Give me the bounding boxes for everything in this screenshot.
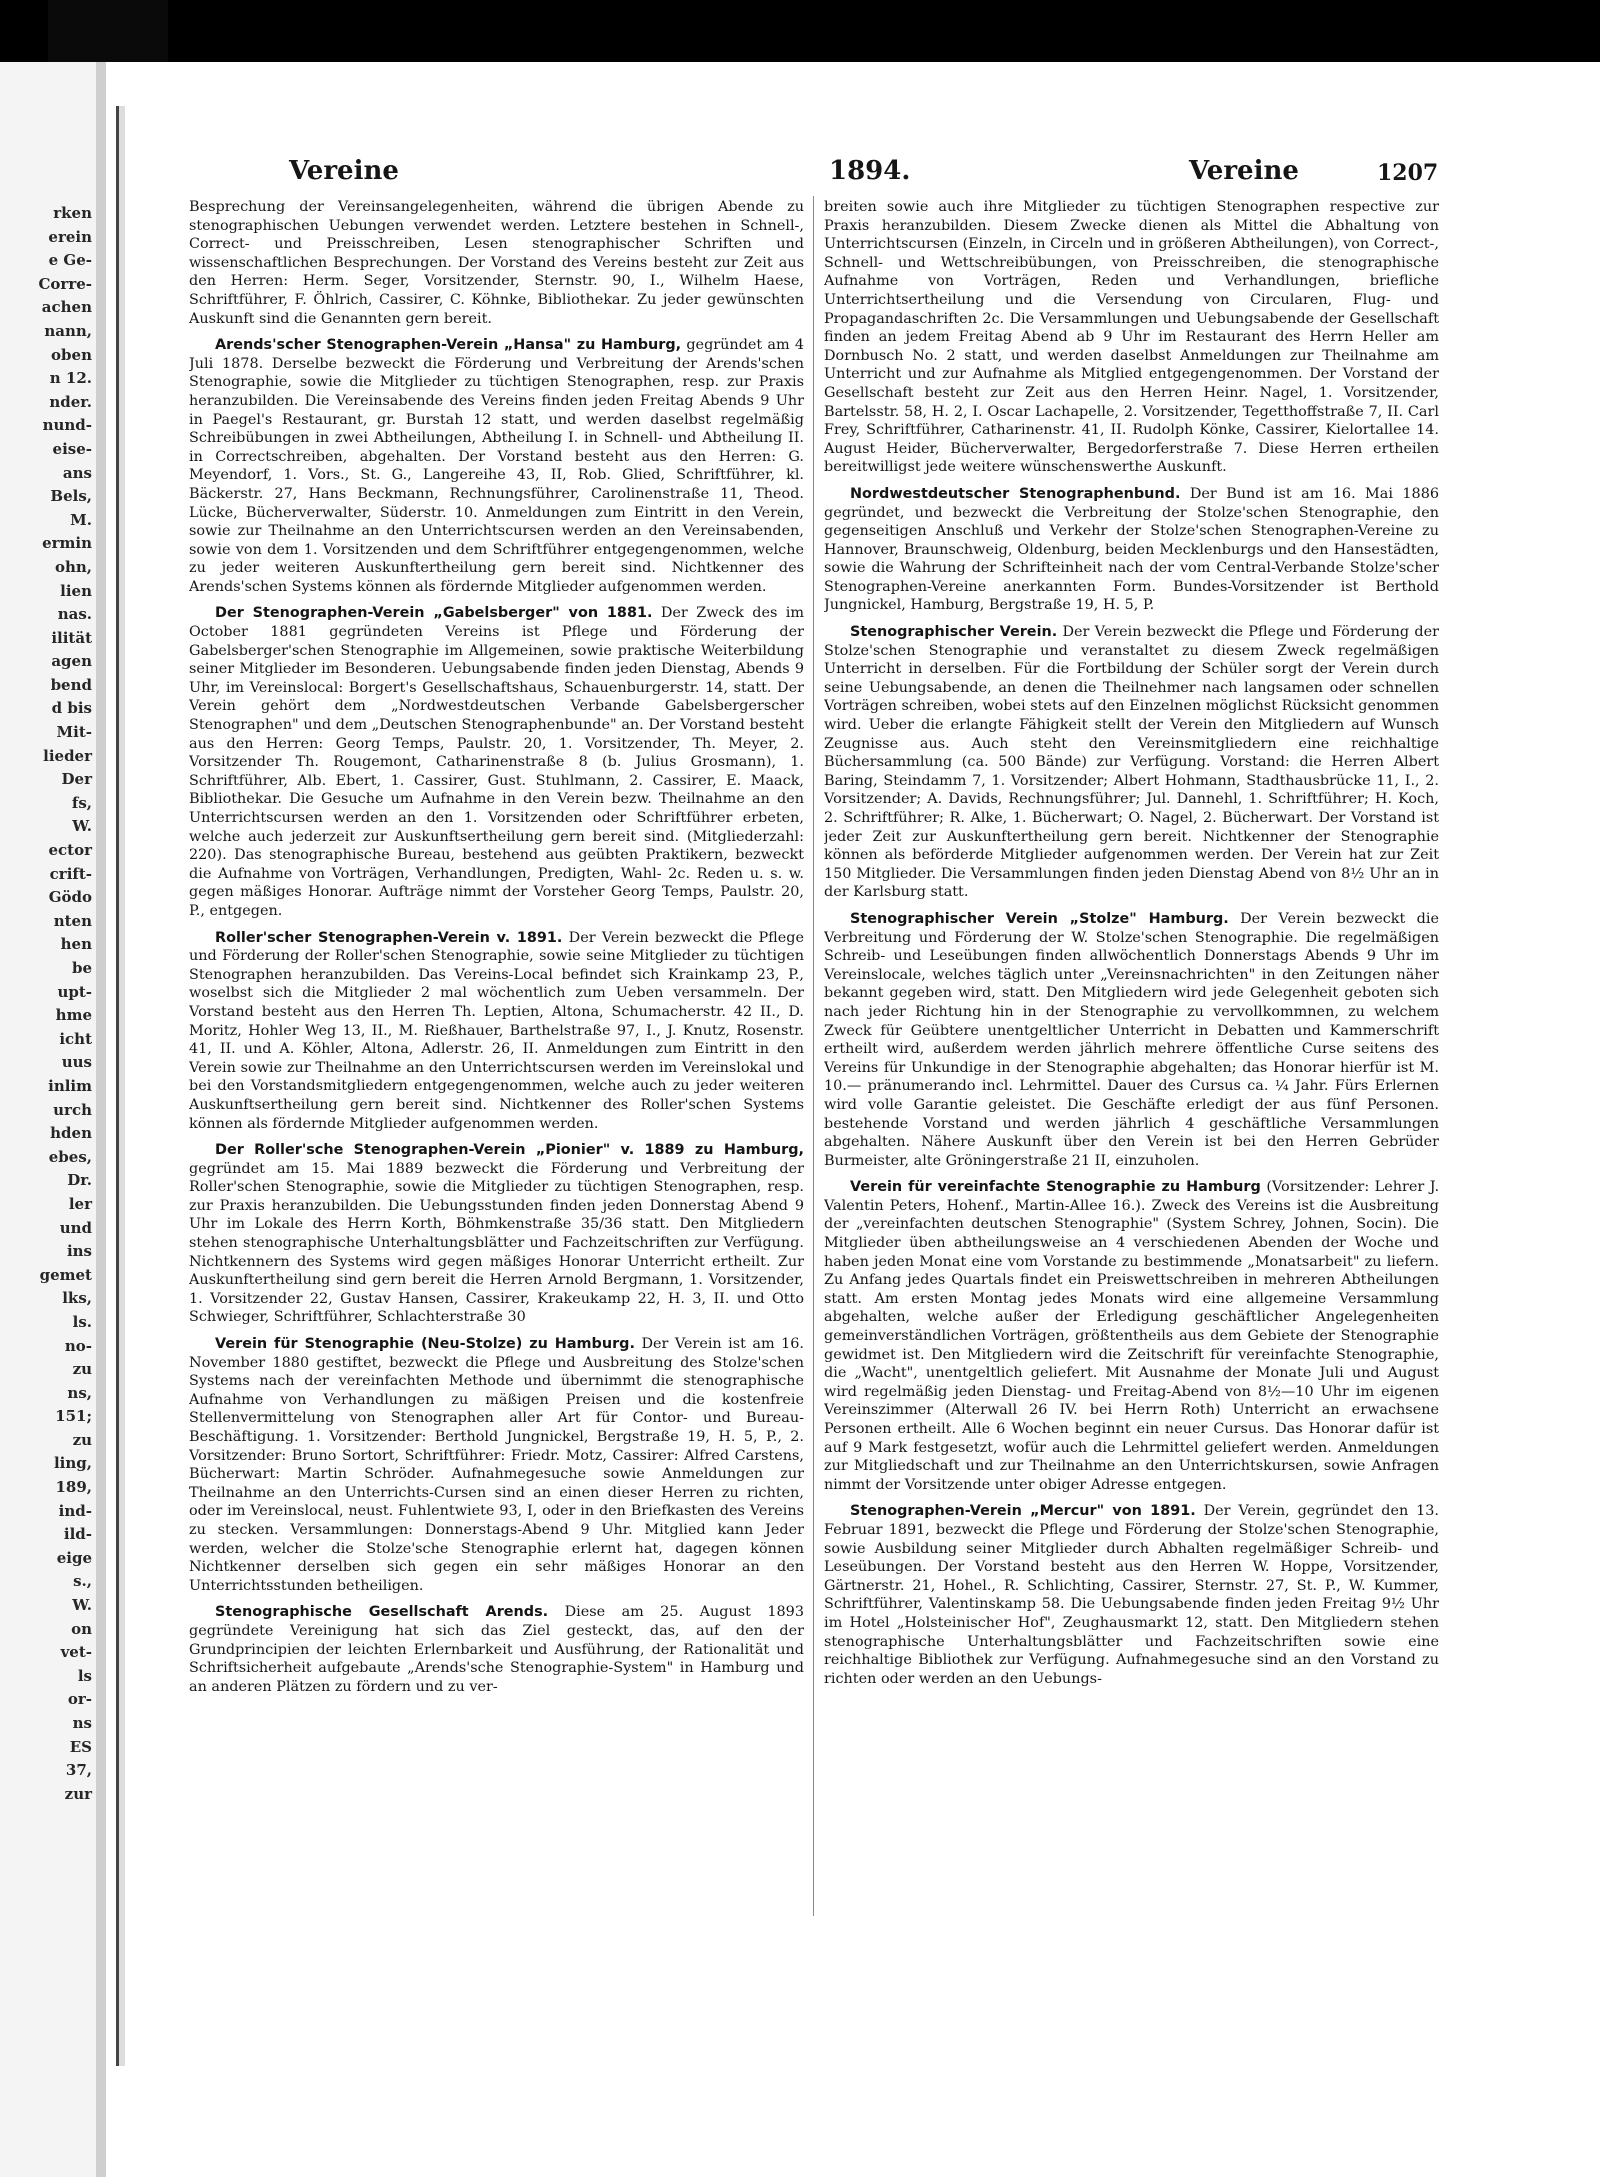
left-column	[189, 198, 804, 1918]
fragment-line: oben	[51, 345, 92, 364]
entry-text: Diese am 25. August 1893 gegründete Vereinigung hat sich das Ziel gesteckt, das, auf den der Grundprincipien der leichten Erlernbarkeit und Ausführung, der Rationalität und Schriftsicherheit aufgebaute „Arends'sche Stenographie-System" in Hamburg und an anderen Plätzen zu fördern und zu ver-	[189, 1604, 804, 1695]
fragment-line: ilität	[51, 628, 92, 647]
society-entry	[189, 336, 804, 596]
fragment-line: icht	[59, 1029, 92, 1048]
fragment-line: zu	[72, 1430, 92, 1449]
column-divider	[813, 196, 814, 1916]
fragment-line: be	[71, 959, 92, 977]
entry-text: Besprechung der Vereinsangelegenheiten, während die übrigen Abende zu stenographischen Uebungen verwendet werden. Letztere bestehen in Schnell-, Correct- und Preisschreiben, Lesen stenographischer Schriften und wissenschaftlichen Besprechungen. Der Vorstand des Vereins besteht zur Zeit aus den Herren: Herm. Seger, Vorsitzender, Sternstr. 90, I., Wilhelm Haese, Schriftführer, F. Öhlrich, Cassirer, C. Köhnke, Bibliothekar. Zu jeder gewünschten Auskunft sind die Genannten gern bereit.	[189, 199, 804, 327]
fragment-line: uus	[61, 1053, 92, 1072]
fragment-line: nas.	[57, 605, 92, 624]
entry-text: Der Verein bezweckt die Pflege und Förderung der Stolze'schen Stenographie und veranstaltet zu diesem Zweck regelmäßigen Unterricht in derselben. Für die Fortbildung der Schüler sorgt der Verein durch seine Uebungsabende, an denen die Theilnehmer nach langsamen oder schnellen Vorträgen schreiben, wobei stets auf den Einzelnen möglichst Rücksicht genommen wird. Ueber die erlangte Fähigkeit stellt der Verein den Mitgliedern auf Wunsch Zeugnisse aus. Auch steht den Vereinsmitgliedern eine reichhaltige Büchersammlung (ca. 500 Bände) zur Verfügung. Vorstand: die Herren Albert Baring, Steindamm 7, 1. Vorsitzender; Albert Hohmann, Stadthausbrücke 11, I., 2. Vorsitzender; A. Davids, Rechnungsführer; Jul. Dannehl, 1. Schriftführer; H. Koch, 2. Schriftführer; R. Alke, 1. Bücherwart; O. Nagel, 2. Bücherwart. Der Vorstand ist jeder Zeit zur Auskunftertheilung gern bereit. Nichtkenner der Stenographie können als beförderde Mitglieder aufgenommen werden. Der Verein hat zur Zeit 150 Mitglieder. Die Versammlungen finden jeden Dienstag Abend von 8½ Uhr an in der Karlsburg statt.	[824, 624, 1439, 901]
society-title: Stenographen-Verein „Mercur" von 1891.	[850, 1503, 1196, 1520]
continued-paragraph	[189, 198, 804, 328]
fragment-line: no-	[64, 1336, 92, 1355]
fragment-line: nder.	[49, 392, 92, 411]
fragment-line: 37,	[65, 1761, 92, 1780]
society-title: Stenographischer Verein.	[850, 624, 1058, 641]
fragment-line: eise-	[52, 439, 92, 458]
fragment-line: Dr.	[67, 1171, 92, 1190]
fragment-line: ins	[66, 1242, 92, 1261]
fragment-line: 189,	[55, 1478, 92, 1497]
fragment-line: lien	[60, 581, 92, 600]
fragment-line: ind-	[58, 1501, 92, 1520]
fragment-line: 151;	[55, 1407, 92, 1426]
fragment-line: lieder	[43, 746, 92, 765]
entry-text: Der Verein bezweckt die Verbreitung und Förderung der W. Stolze'schen Stenographie. Die regelmäßigen Schreib- und Leseübungen finden allwöchentlich Donnerstags Abends 9 Uhr im Vereinslocale, welches täglich unter „Vereinsnachrichten" in den Zeitungen näher bekannt gegeben wird, statt. Den Mitgliedern wird jede Gelegenheit geboten sich nach jeder Richtung hin in der Stenographie zu vervollkommnen, zu welchem Zweck für Geübtere unentgeltlicher Unterricht in Debatten und Kammerschrift ertheilt wird, außerdem werden jährlich mehrere öffentliche Curse seitens des Vereins für Unkundige in der Stenographie abgehalten; das Honorar hierfür ist M. 10.— pränumerando incl. Lehrmittel. Dauer des Cursus ca. ¼ Jahr. Fürs Erlernen wird volle Garantie geleistet. Die Geschäfte erledigt der aus fünf Personen. bestehende Vorstand und werden jährlich 4 geschäftliche Versammlungen abgehalten. Nähere Auskunft über den Verein ist bei den Herren Gebrüder Burmeister, alte Gröningerstraße 21 II, einzuholen.	[824, 910, 1439, 1169]
fragment-line: W.	[72, 1596, 92, 1615]
fragment-line: ls.	[72, 1312, 92, 1331]
fragment-line: s.,	[73, 1572, 92, 1591]
society-title: Verein für Stenographie (Neu-Stolze) zu Hamburg.	[215, 1336, 635, 1353]
scan-clip-shadow	[48, 0, 168, 62]
previous-page-fragments	[38, 202, 92, 1806]
fragment-line: hme	[55, 1006, 92, 1025]
fragment-line: ermin	[42, 534, 92, 553]
entry-text: breiten sowie auch ihre Mitglieder zu tüchtigen Stenographen respective zur Praxis heranzubilden. Diesem Zwecke dienen als Mittel die Abhaltung von Unterrichtscursen (Einzeln, in Circeln und in größeren Abtheilungen), von Correct-, Schnell- und Wettschreibübungen, von Preisschreiben, die stenographische Aufnahme von Vorträgen, Reden und Verhandlungen, briefliche Unterrichtsertheilung und die Versendung von Circularen, Flug- und Propagandaschriften 2c. Die Versammlungen und Uebungsabende der Gesellschaft finden an jedem Freitag Abend ab 9 Uhr im Restaurant des Herrn Heller am Dornbusch No. 2 statt, und werden daselbst Anmeldungen zur Theilnahme am Unterricht und zur Aufnahme als Mitglied entgegengenommen. Der Vorstand der Gesellschaft besteht zur Zeit aus den Herren Heinr. Nagel, 1. Vorsitzender, Bartelsstr. 58, H. 2, I. Oscar Lachapelle, 2. Vorsitzender, Tegetthoffstraße 7, II. Carl Frey, Schriftführer, Catharinenstr. 41, II. Rudolph Könke, Cassirer, Kielortallee 14. August Heider, Bücherverwalter, Bergedorferstraße 7. Diese Herren ertheilen bereitwilligst jede weitere wünschenswerthe Auskunft.	[824, 199, 1439, 476]
fragment-line: Gödo	[48, 888, 92, 907]
fragment-line: agen	[51, 652, 92, 671]
entry-text: Der Verein, gegründet den 13. Februar 1891, bezweckt die Pflege und Förderung der Stolze'schen Stenographie, sowie Ausbildung seiner Mitglieder durch Abhalten regelmäßiger Schreib- und Leseübungen. Der Vorstand besteht aus den Herren W. Hoppe, Vorsitzender, Gärtnerstr. 21, Hohel., R. Schlichting, Cassirer, Sternstr. 27, St. P., W. Kummer, Schriftführer, Valentinskamp 58. Die Uebungsabende finden jeden Freitag 9½ Uhr im Hotel „Holsteinischer Hof", Zeughausmarkt 12, statt. Den Mitgliedern stehen stenographische Unterhaltungsblätter und Fachzeitschriften sowie eine reichhaltige Bibliothek zur Verfügung. Aufnahmegesuche sind an den Vorstand zu richten oder werden an den Uebungs-	[824, 1503, 1439, 1687]
entry-text: gegründet am 4 Juli 1878. Derselbe bezweckt die Förderung und Verbreitung der Arends'schen Stenographie, sowie die Mitglieder zu tüchtigen Stenographen, resp. zur Praxis heranzubilden. Die Vereinsabende des Vereins finden jeden Freitag Abends 9 Uhr in Paegel's Restaurant, gr. Burstah 12 statt, und werden daselbst regelmäßig Schreibübungen in zwei Abtheilungen, Abtheilung I. in Schnell- und Abtheilung II. in Correctschreiben, abgehalten. Der Vorstand besteht aus den Herren: G. Meyendorf, 1. Vors., St. G., Langereihe 43, II, Rob. Glied, Schriftführer, kl. Bäckerstr. 27, Hans Beckmann, Rechnungsführer, Carolinenstraße 11, Theod. Lücke, Bücherverwalter, Süderstr. 10. Anmeldungen zum Eintritt in den Verein, sowie zur Theilnahme an den Unterrichtscursen werden an den Vereinsabenden, sowie von dem 1. Vorsitzenden und dem Schriftführer entgegengenommen, welche zu jeder weiteren Auskunftertheilung gern bereit sind. Nichtkenner des Arends'schen Systems können als fördernde Mitglieder aufgenommen werden.	[189, 337, 804, 595]
fragment-line: M.	[70, 510, 92, 529]
fragment-line: nund-	[42, 416, 92, 435]
society-title: Stenographischer Verein „Stolze" Hamburg.	[850, 910, 1229, 927]
running-head-right: Vereine	[1189, 156, 1299, 186]
fragment-line: ector	[48, 841, 92, 860]
fragment-line: ling,	[53, 1454, 92, 1473]
society-entry	[189, 1335, 804, 1595]
fragment-line: or-	[67, 1690, 92, 1709]
fragment-line: ls	[77, 1666, 92, 1685]
fragment-line: d bis	[51, 699, 92, 718]
fragment-line: zur	[64, 1784, 92, 1803]
fragment-line: ans	[62, 463, 92, 482]
fragment-line: vet-	[60, 1643, 92, 1662]
society-title: Der Roller'sche Stenographen-Verein „Pionier" v. 1889 zu Hamburg,	[215, 1142, 804, 1159]
entry-text: Der Verein ist am 16. November 1880 gestiftet, bezweckt die Pflege und Ausbreitung des Stolze'schen Systems nach der vereinfachten Methode und übernimmt die stenographische Aufnahme von Verhandlungen zu mäßigen Preisen und die kostenfreie Stellenvermittelung von Stenographen aller Art für Contor- und Bureau-Beschäftigung. 1. Vorsitzender: Berthold Jungnickel, Bergstraße 19, H. 5, P., 2. Vorsitzender: Bruno Sortort, Schriftführer: Friedr. Motz, Cassirer: Alfred Carstens, Bücherwart: Martin Schröder. Aufnahmegesuche sowie Anmeldungen zur Theilnahme an den Unterrichts-Cursen sind an einen dieser Herren zu richten, oder im Vereinslocal, neust. Fuhlentwiete 93, I, oder in den Briefkasten des Vereins zu stecken. Versammlungen: Donnerstags-Abend 9 Uhr. Mitglied kann Jeder werden, welcher die Stolze'sche Stenographie erlernt hat, dagegen können Nichtkenner derselben sich gegen ein sehr mäßiges Honorar an den Unterrichtsstunden betheiligen.	[189, 1336, 804, 1594]
society-entry	[824, 910, 1439, 1170]
entry-text: Der Bund ist am 16. Mai 1886 gegründet, und bezweckt die Verbreitung der Stolze'schen Stenographie, den gegenseitigen Anschluß und Verkehr der Stolze'schen Stenographen-Vereine zu Hannover, Braunschweig, Oldenburg, beiden Mecklenburgs und den Hansestädten, sowie die Wahrung der Schrifteinheit nach der vom Central-Verbande Stolze'scher Stenographen-Vereine anerkannten Form. Bundes-Vorsitzender ist Berthold Jungnickel, Hamburg, Bergstraße 19, H. 5, P.	[824, 485, 1439, 614]
fragment-line: ns,	[67, 1383, 92, 1402]
society-entry	[189, 1141, 804, 1327]
society-entry	[189, 1603, 804, 1696]
previous-page-edge	[0, 62, 106, 2177]
fragment-line: ES	[69, 1737, 92, 1756]
scan-black-border	[0, 0, 1600, 62]
fragment-line: hden	[50, 1124, 92, 1143]
society-title: Verein für vereinfachte Stenographie zu Hamburg	[850, 1179, 1261, 1196]
book-fold	[96, 62, 106, 2177]
fragment-line: hen	[60, 935, 92, 954]
right-column	[824, 198, 1439, 1918]
fragment-line: Corre-	[38, 274, 92, 293]
fragment-line: Bels,	[50, 487, 92, 506]
entry-text: Der Verein bezweckt die Pflege und Förderung der Roller'schen Stenographie, sowie seine Mitglieder zu tüchtigen Stenographen heranzubilden. Das Vereins-Local befindet sich Krainkamp 23, P., woselbst sich die Mitglieder 2 mal wöchentlich zum Ueben versammeln. Der Vorstand besteht aus den Herren Th. Leptien, Altona, Schumacherstr. 42 II., D. Moritz, Hohler Weg 13, II., M. Rießhauer, Barthelstraße 97, I., J. Knutz, Rosenstr. 41, II. und A. Köhler, Altona, Adlerstr. 26, II. Anmeldungen zum Eintritt in den Verein sowie zur Theilnahme an den Unterrichtscursen werden im Vereinslokal und bei den Vorstandsmitgliedern entgegengenommen, welche auch zu jeder weiteren Auskunftsertheilung gern bereit sind. Nichtkenner des Roller'schen Systems können als fördernde Mitglieder aufgenommen werden.	[189, 929, 804, 1132]
fragment-line: ohn,	[54, 557, 92, 576]
fragment-line: lks,	[62, 1289, 92, 1308]
fragment-line: e Ge-	[48, 251, 92, 270]
society-entry	[824, 1178, 1439, 1494]
fragment-line: Der	[61, 770, 92, 789]
fragment-line: erein	[48, 227, 92, 246]
fragment-line: ler	[68, 1194, 92, 1213]
society-title: Stenographische Gesellschaft Arends.	[215, 1604, 549, 1621]
fragment-line: fs,	[71, 793, 92, 812]
fragment-line: eige	[56, 1548, 92, 1567]
society-entry	[824, 1502, 1439, 1688]
fragment-line: ild-	[63, 1525, 92, 1544]
document-page	[116, 106, 1439, 2066]
fragment-line: nten	[53, 911, 92, 930]
fragment-line: urch	[53, 1100, 92, 1119]
continued-paragraph	[824, 198, 1439, 477]
fragment-line: bend	[50, 675, 92, 694]
entry-text: Der Zweck des im October 1881 gegründeten Vereins ist Pflege und Förderung der Gabelsberger'schen Stenographie im Allgemeinen, sowie praktische Weiterbildung seiner Mitglieder im Besonderen. Uebungsabende finden jeden Dienstag, Abends 9 Uhr, im Vereinslocal: Borgert's Gesellschaftshaus, Schauenburgerstr. 14, statt. Der Verein gehört dem „Nordwestdeutschen Verbande Gabelsbergerscher Stenographen" und dem „Deutschen Stenographenbunde" an. Der Vorstand besteht aus den Herren: Georg Temps, Paulstr. 20, 1. Vorsitzender, Th. Meyer, 2. Vorsitzender Th. Rougemont, Catharinenstraße 8 (b. Julius Grosmann), 1. Schriftführer, Alb. Ebert, 1. Cassirer, Gust. Stuhlmann, 2. Cassirer, E. Maack, Bibliothekar. Die Gesuche um Aufnahme in den Verein bezw. Theilnahme an den Unterrichtscursen werden an den 1. Vorsitzenden oder Schriftführer erbeten, welche auch jederzeit zur Auskunftsertheilung gern bereit sind. (Mitgliederzahl: 220). Das stenographische Bureau, bestehend aus geübten Praktikern, bezweckt die Aufnahme von Vorträgen, Verhandlungen, Predigten, Wahl- 2c. Reden u. s. w. gegen mäßiges Honorar. Aufträge nimmt der Vorsteher Georg Temps, Paulstr. 20, P., entgegen.	[189, 605, 804, 919]
page-gutter	[119, 106, 125, 2066]
page-number: 1207	[1377, 160, 1439, 186]
fragment-line: rken	[53, 204, 92, 222]
entry-text: (Vorsitzender: Lehrer J. Valentin Peters, Hohenf., Martin-Allee 16.). Zweck des Vereins ist die Ausbreitung der „vereinfachten deutschen Stenographie" (System Schrey, Johnen, Socin). Die Mitglieder üben abtheilungsweise an 4 verschiedenen Abenden der Woche und haben jeden Monat eine vom Vorstande zu bestimmende „Monatsarbeit" zu liefern. Zu Anfang jedes Quartals findet ein Preiswettschreiben in mehreren Abtheilungen statt. Am ersten Montag jedes Monats wird eine allgemeine Versammlung abgehalten, welche außer der Erledigung geschäftlicher Angelegenheiten gemeinverständlichen Vorträgen, größtentheils aus dem Gebiete der Stenographie gewidmet ist. Den Mitgliedern wird die Zeitschrift für vereinfachte Stenographie, die „Wacht", unentgeltlich geliefert. Mit Ausnahme der Monate Juli und August wird regelmäßig jeden Dienstag- und Freitag-Abend von 8½—10 Uhr im eigenen Vereinszimmer (Alterwall 26 IV. bei Herrn Roth) Unterricht an erwachsene Personen ertheilt. Alle 6 Wochen beginnt ein neuer Cursus. Das Honorar dafür ist auf 9 Mark festgesetzt, wofür auch die Lehrmittel geliefert werden. Anmeldungen zur Mitgliedschaft und zur Theilnahme an den Unterrichtskursen, sowie Anfragen nimmt der Vorsitzende unter obiger Adresse entgegen.	[824, 1179, 1439, 1493]
fragment-line: und	[59, 1218, 92, 1237]
society-entry	[824, 485, 1439, 615]
society-entry	[189, 604, 804, 920]
fragment-line: inlim	[48, 1076, 92, 1095]
fragment-line: Mit-	[56, 723, 92, 742]
fragment-line: achen	[41, 298, 92, 317]
society-title: Roller'scher Stenographen-Verein v. 1891.	[215, 929, 563, 946]
running-head-left: Vereine	[289, 156, 399, 186]
fragment-line: W.	[72, 817, 92, 836]
fragment-line: on	[71, 1619, 92, 1638]
society-entry	[824, 623, 1439, 902]
fragment-line: crift-	[49, 864, 92, 883]
society-entry	[189, 929, 804, 1134]
society-title: Der Stenographen-Verein „Gabelsberger" von 1881.	[215, 605, 653, 622]
fragment-line: ebes,	[48, 1147, 92, 1166]
fragment-line: upt-	[57, 982, 92, 1001]
society-title: Arends'scher Stenographen-Verein „Hansa" zu Hamburg,	[215, 337, 682, 354]
page-header	[189, 156, 1439, 196]
fragment-line: ns	[72, 1714, 92, 1732]
fragment-line: nann,	[44, 321, 92, 340]
fragment-line: n 12.	[49, 369, 92, 388]
fragment-line: zu	[72, 1360, 92, 1379]
fragment-line: gemet	[39, 1265, 92, 1284]
entry-text: gegründet am 15. Mai 1889 bezweckt die Förderung und Verbreitung der Roller'schen Stenographie, sowie die Mitglieder zu tüchtigen Stenographen, resp. zur Praxis heranzubilden. Die Uebungsstunden finden jeden Donnerstag Abend 9 Uhr im Lokale des Herrn Korth, Böhmkenstraße 35/36 statt. Den Mitgliedern stehen stenographische Unterhaltungsblätter und Fachzeitschriften zur Verfügung. Nichtkennern des Systems wird gegen mäßiges Honorar Unterricht ertheilt. Zur Auskunftertheilung sind gern bereit die Herren Arnold Bergmann, 1. Vorsitzender, 1. Vorsitzender 22, Gustav Hansen, Cassirer, Krakeukamp 22, H. 3, II. und Otto Schwieger, Schriftführer, Schlachterstraße 30	[189, 1160, 804, 1326]
society-title: Nordwestdeutscher Stenographenbund.	[850, 485, 1181, 502]
running-head-year: 1894.	[829, 156, 911, 186]
